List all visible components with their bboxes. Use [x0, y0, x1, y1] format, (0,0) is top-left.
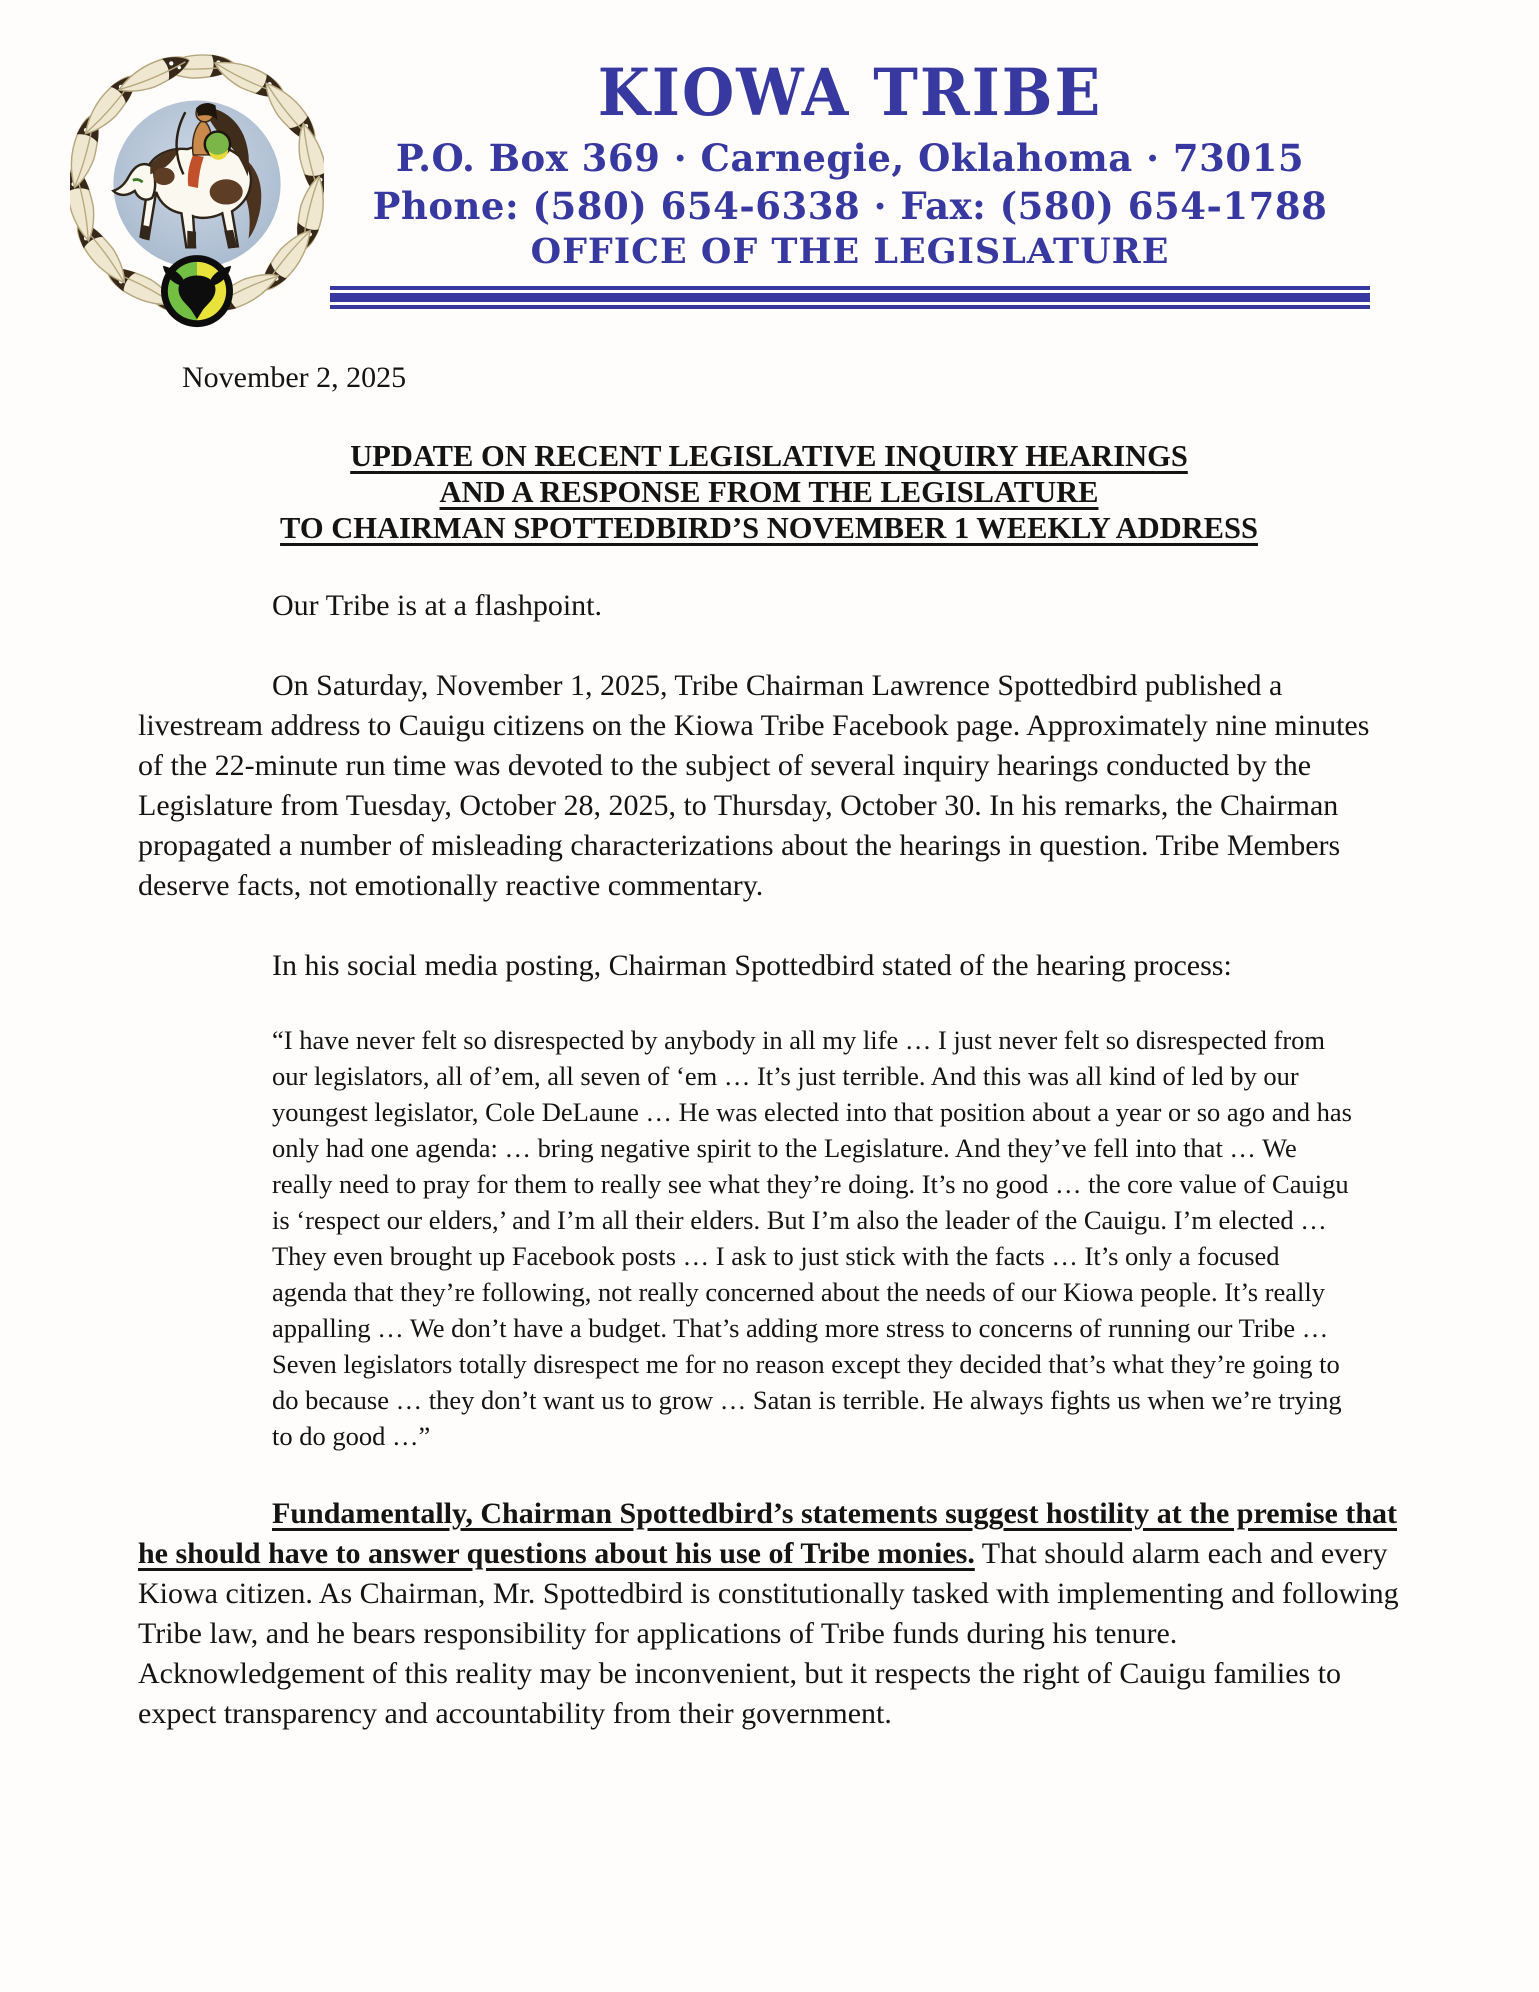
- chairman-quote: “I have never felt so disrespected by anybody in all my life … I just never felt so disrespected from our legislators, all of’em, all seven of ‘em … It’s just terrible. And this was all kind of led by our youngest legislator, Cole DeLaune … He was elected into that position about a year or so ago and has only had one agenda: … bring negative spirit to the Legislature. And they’ve fell into that … We really need to pray for them to really see what they’re doing. It’s no good … the core value of Cauigu is ‘respect our elders,’ and I’m all their elders. But I’m also the leader of the Cauigu. I’m elected … They even brought up Facebook posts … I ask to just stick with the facts … It’s only a focused agenda that they’re following, not really concerned about the needs of our Kiowa people. It’s really appalling … We don’t have a budget. That’s adding more stress to concerns of running our Tribe … Seven legislators totally disrespect me for no reason except they decided that’s what they’re going to do because … they don’t want us to grow … Satan is terrible. He always fights us when we’re trying to do good …”: [272, 1025, 1352, 1451]
- bold-lead-sentence: Fundamentally, Chairman Spottedbird’s statements suggest hostility at the premise that he should have to answer questions about his use of Tribe monies.: [138, 1497, 1398, 1570]
- letter-title: [138, 438, 1400, 546]
- title-line-1: UPDATE ON RECENT LEGISLATIVE INQUIRY HEARINGS: [350, 439, 1188, 473]
- letterhead-text: [330, 55, 1370, 309]
- paragraph-response: [138, 1494, 1400, 1734]
- response-rest: That should alarm each and every Kiowa citizen. As Chairman, Mr. Spottedbird is constitutionally tasked with implementing and following Tribe law, and he bears responsibility for applications of Tribe funds during his tenure. Acknowledgement of this reality may be inconvenient, but it respects the right of Cauigu families to expect transparency and accountability from their government.: [138, 1537, 1399, 1730]
- phone-fax-line: Phone: (580) 654-6338 · Fax: (580) 654-1788: [372, 184, 1328, 228]
- paragraph-livestream: On Saturday, November 1, 2025, Tribe Chairman Lawrence Spottedbird published a livestream address to Cauigu citizens on the Kiowa Tribe Facebook page. Approximately nine minutes of the 22-minute run time was devoted to the subject of several inquiry hearings conducted by the Legislature from Tuesday, October 28, 2025, to Thursday, October 30. In his remarks, the Chairman propagated a number of misleading characterizations about the hearings in question. Tribe Members deserve facts, not emotionally reactive commentary.: [138, 669, 1370, 902]
- letterhead: [0, 0, 1539, 332]
- paragraph-flashpoint: Our Tribe is at a flashpoint.: [272, 589, 602, 622]
- title-line-3: TO CHAIRMAN SPOTTEDBIRD’S NOVEMBER 1 WEEKLY ADDRESS: [280, 511, 1258, 545]
- title-line-2: AND A RESPONSE FROM THE LEGISLATURE: [439, 475, 1099, 509]
- address-line: P.O. Box 369 · Carnegie, Oklahoma · 73015: [395, 136, 1305, 180]
- office-line: OFFICE OF THE LEGISLATURE: [530, 231, 1170, 272]
- org-name: KIOWA TRIBE: [597, 55, 1103, 132]
- header-divider: [330, 286, 1370, 309]
- buffalo-shield: [161, 255, 233, 327]
- paragraph-quote-intro: In his social media posting, Chairman Spottedbird stated of the hearing process:: [272, 949, 1232, 982]
- letter-date: November 2, 2025: [182, 361, 407, 394]
- kiowa-tribe-seal-logo: [70, 46, 324, 330]
